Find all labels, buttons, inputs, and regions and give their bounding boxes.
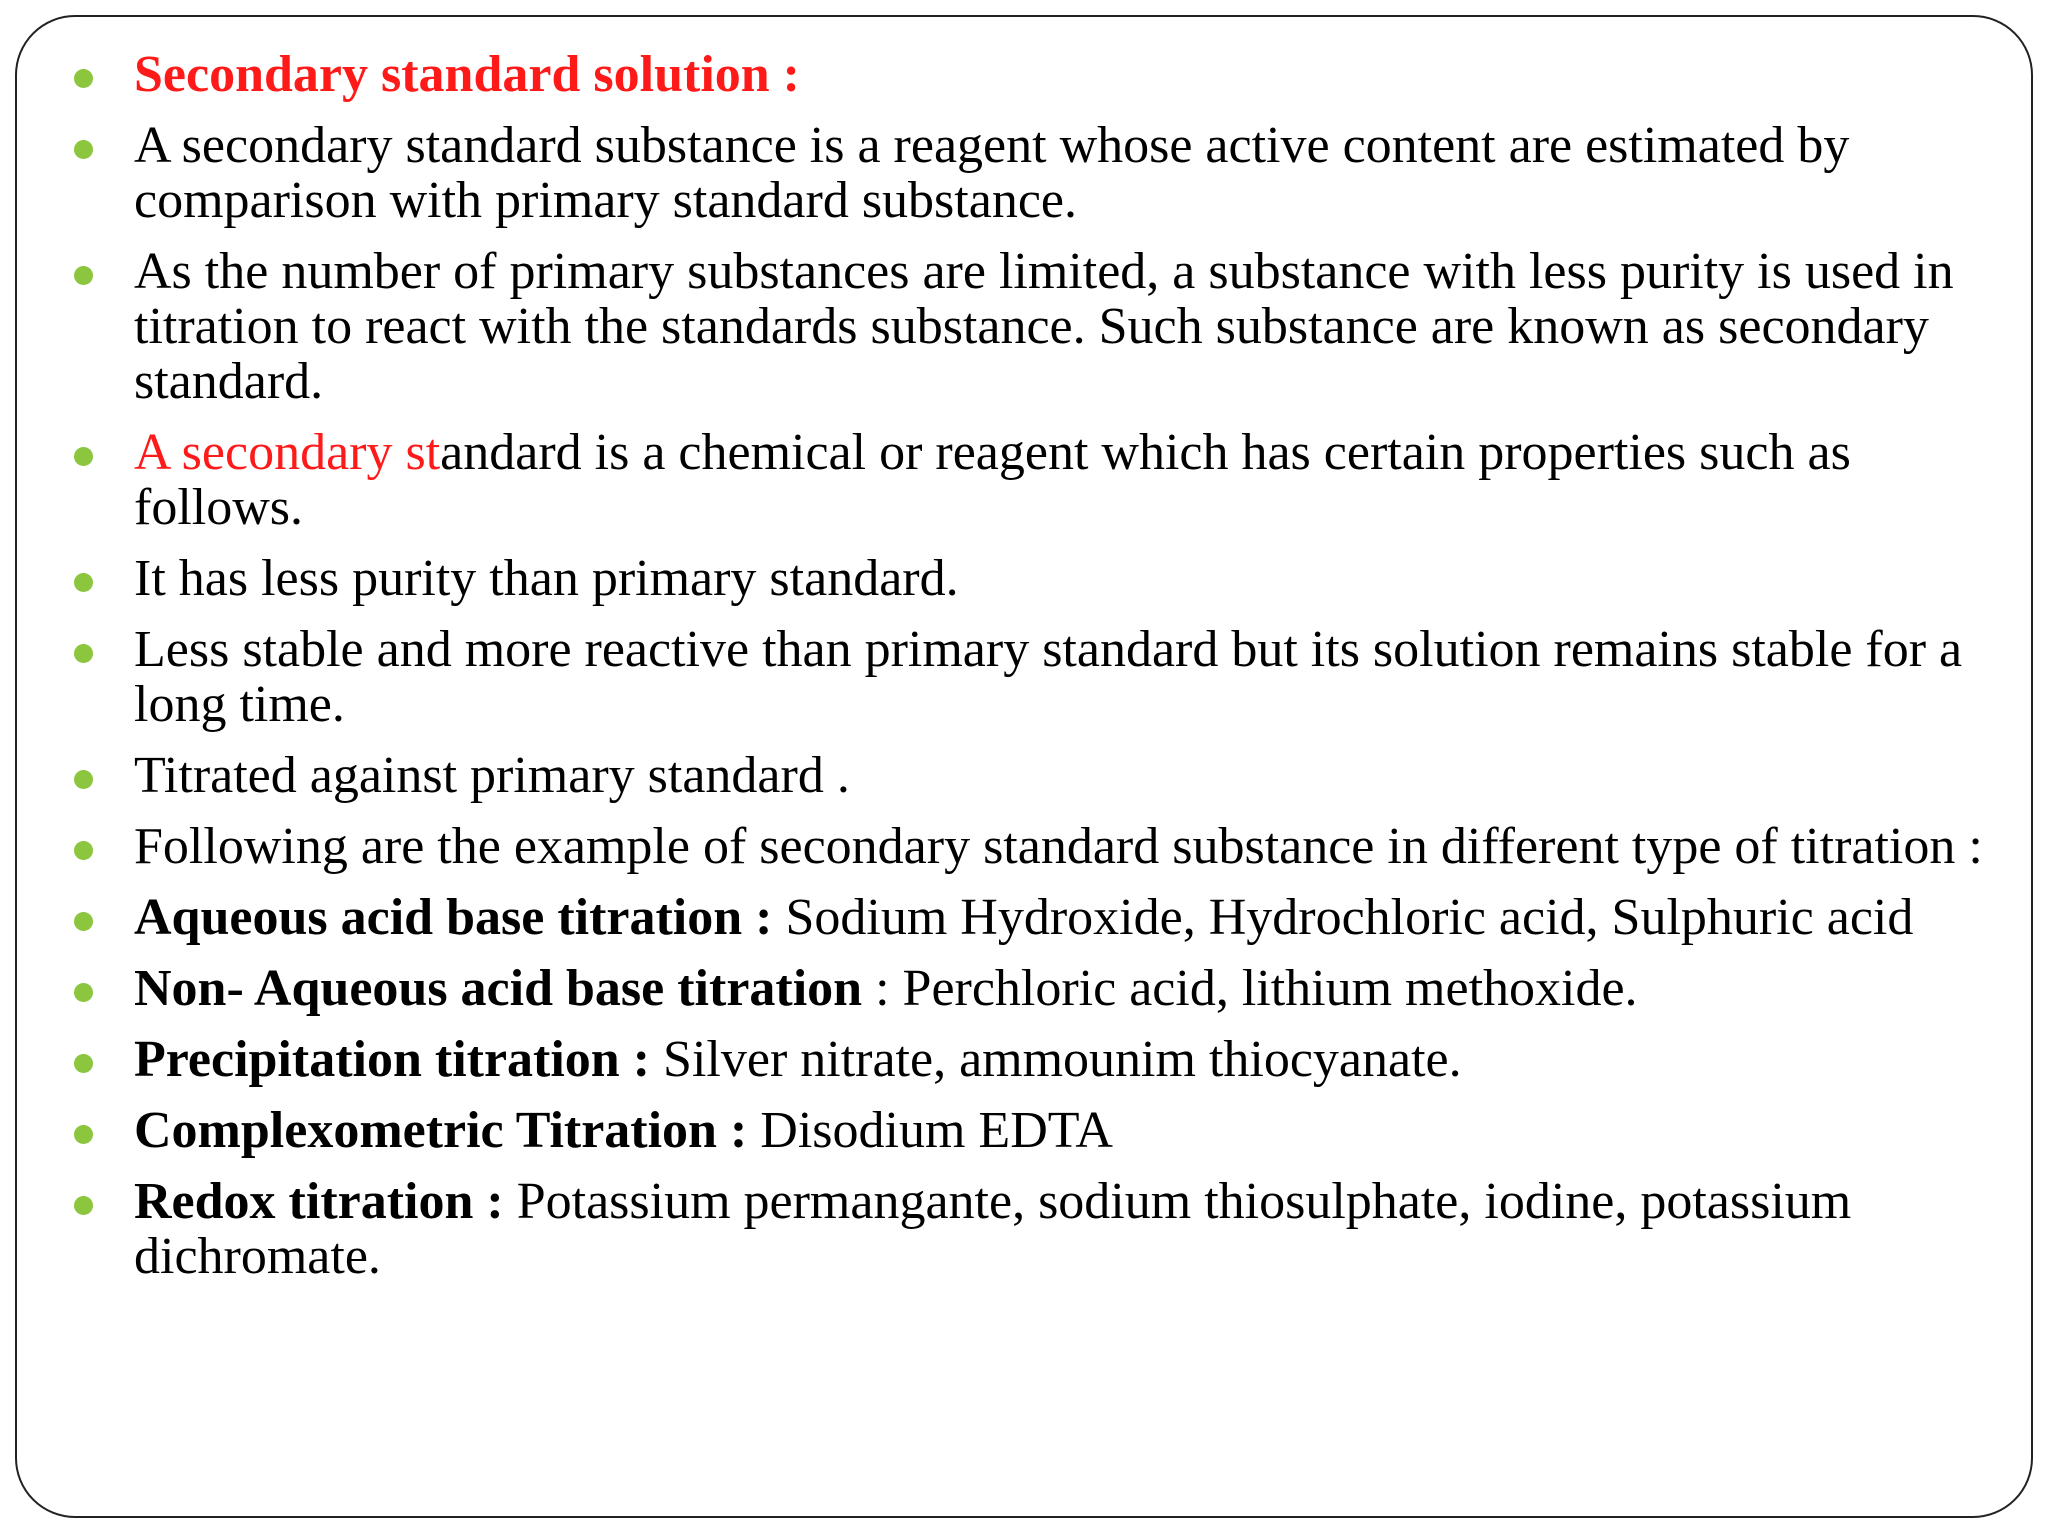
bullet-text: Titrated against primary standard . [134, 747, 850, 804]
titration-type-examples: Disodium EDTA [747, 1102, 1113, 1159]
bullet-item [69, 748, 2029, 803]
bullet-item [69, 1174, 2029, 1284]
titration-type-term: Precipitation titration : [134, 1031, 651, 1088]
slide-frame [15, 15, 2033, 1518]
bullet-dot-icon [74, 447, 93, 466]
bullet-text: As the number of primary substances are limited, a substance with less purity is used in titration to react with the standards substance. Such substance are known as secondary standard. [134, 243, 1954, 410]
titration-type-term: Non- Aqueous acid base titration [134, 960, 863, 1017]
bullet-dot-icon [74, 644, 93, 663]
bullet-item [69, 425, 2029, 535]
slide-heading: Secondary standard solution : [134, 46, 800, 103]
titration-type-term: Aqueous acid base titration : [134, 889, 773, 946]
bullet-text: A secondary standard substance is a reagent whose active content are estimated by comparison with primary standard substance. [134, 117, 1850, 229]
bullet-dot-icon [74, 1196, 93, 1215]
bullet-text: It has less purity than primary standard. [134, 550, 959, 607]
titration-type-term: Redox titration : [134, 1173, 504, 1230]
bullet-text: Following are the example of secondary standard substance in different type of titration : [134, 818, 1983, 875]
bullet-dot-icon [74, 1125, 93, 1144]
bullet-dot-icon [74, 266, 93, 285]
bullet-item [69, 890, 2029, 945]
bullet-list [69, 47, 2029, 1300]
bullet-dot-icon [74, 1054, 93, 1073]
bullet-text-highlight: A secondary st [134, 424, 441, 481]
bullet-item [69, 819, 2029, 874]
bullet-item [69, 961, 2029, 1016]
bullet-item [69, 551, 2029, 606]
bullet-item [69, 244, 2029, 409]
bullet-dot-icon [74, 140, 93, 159]
bullet-dot-icon [74, 912, 93, 931]
titration-type-examples: Silver nitrate, ammounim thiocyanate. [650, 1031, 1462, 1088]
bullet-dot-icon [74, 983, 93, 1002]
bullet-dot-icon [74, 573, 93, 592]
titration-type-term: Complexometric Titration : [134, 1102, 748, 1159]
bullet-item [69, 1103, 2029, 1158]
bullet-dot-icon [74, 770, 93, 789]
bullet-text: Less stable and more reactive than primary standard but its solution remains stable for a long time. [134, 621, 1963, 733]
bullet-item [69, 1032, 2029, 1087]
titration-type-examples: Sodium Hydroxide, Hydrochloric acid, Sulphuric acid [772, 889, 1914, 946]
bullet-text: andard is a chemical or reagent which has certain properties such as follows. [134, 424, 1851, 536]
bullet-item [69, 622, 2029, 732]
bullet-item [69, 118, 2029, 228]
bullet-item [69, 47, 2029, 102]
titration-type-examples: Potassium permangante, sodium thiosulphate, iodine, potassium dichromate. [134, 1173, 1852, 1285]
bullet-dot-icon [74, 841, 93, 860]
bullet-dot-icon [74, 69, 93, 88]
titration-type-examples: : Perchloric acid, lithium methoxide. [862, 960, 1638, 1017]
